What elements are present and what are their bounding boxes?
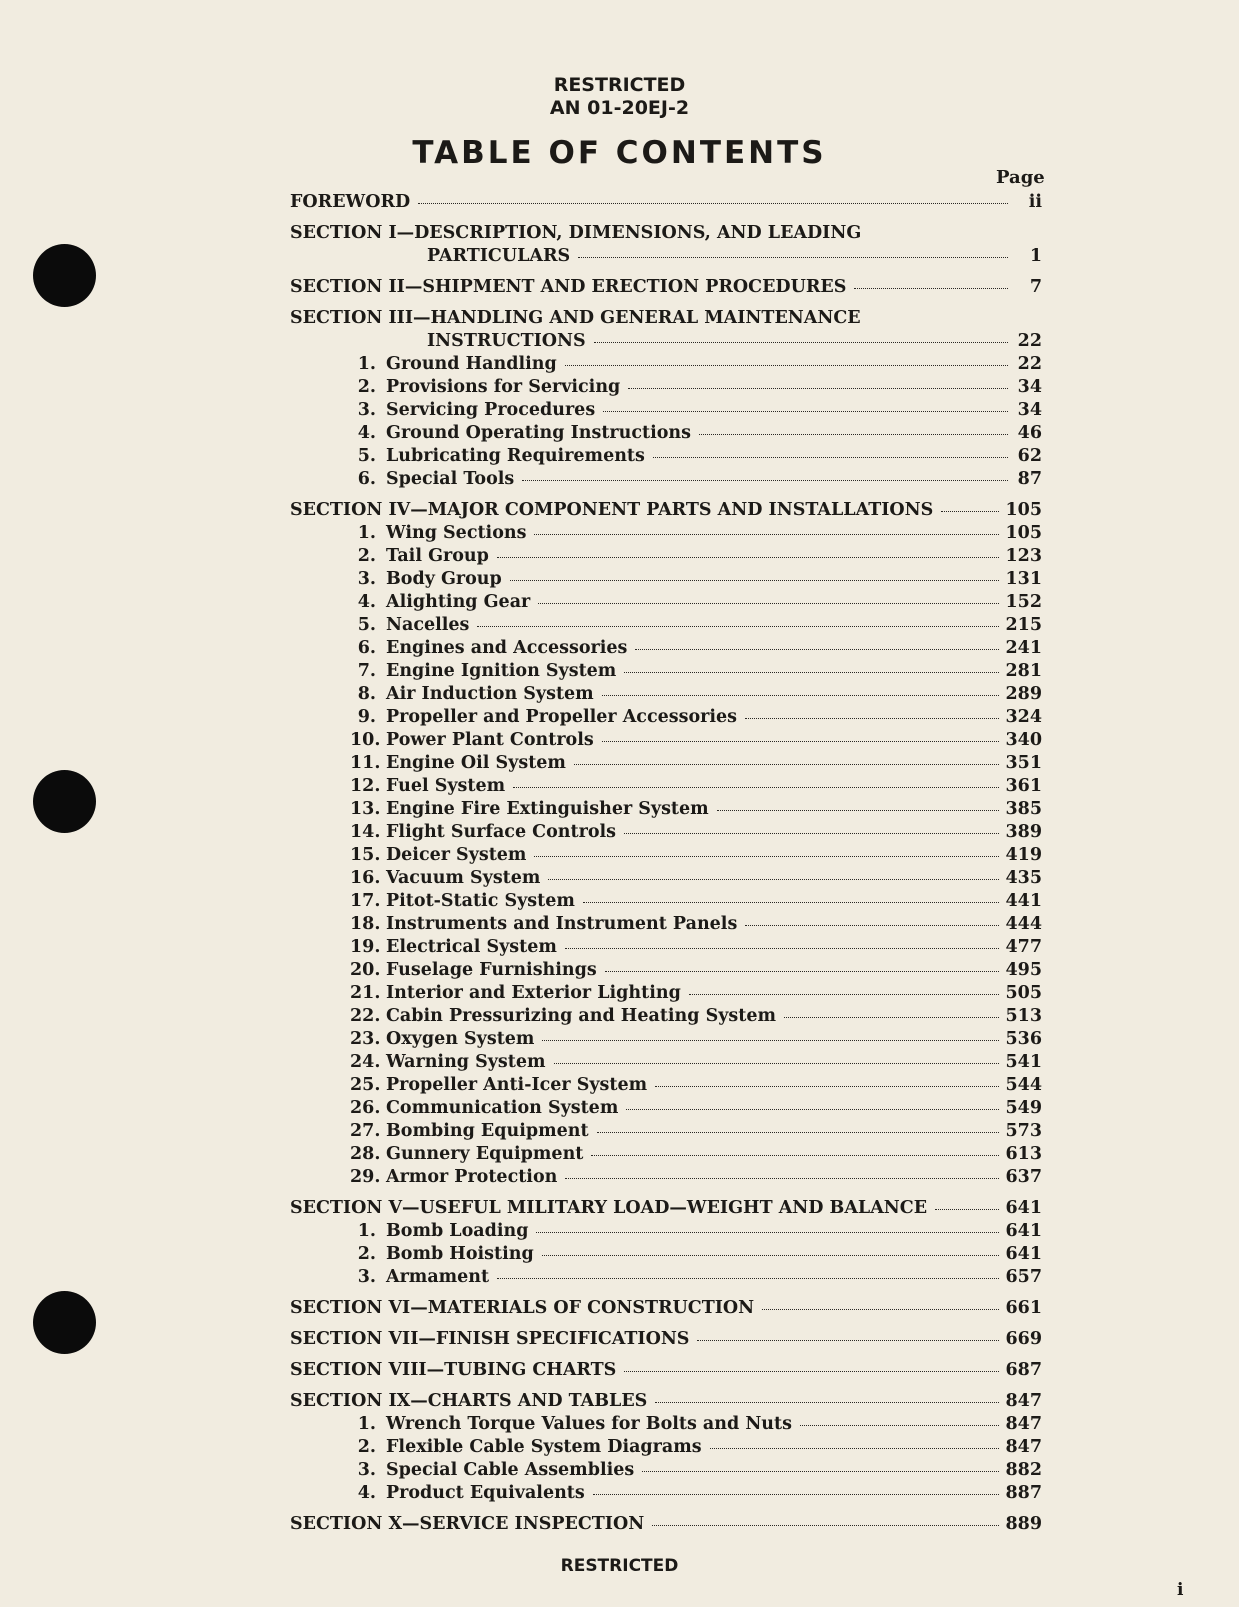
toc-page-number: 351 xyxy=(1005,753,1042,773)
toc-page-number: 505 xyxy=(1005,983,1042,1003)
toc-item-number: 3. xyxy=(357,1267,376,1287)
toc-page-number: 889 xyxy=(1005,1514,1042,1534)
toc-subentry-label: Engines and Accessories xyxy=(386,638,628,658)
toc-subentry-label: Air Induction System xyxy=(386,684,594,704)
dot-leader xyxy=(624,833,999,834)
toc-section-entry[interactable] xyxy=(290,1360,1042,1383)
toc-subentry-label: Deicer System xyxy=(386,845,527,865)
dot-leader xyxy=(603,411,1008,412)
toc-page-number: 536 xyxy=(1005,1029,1042,1049)
toc-subentry-label: Engine Fire Extinguisher System xyxy=(386,799,709,819)
toc-subentry[interactable] xyxy=(290,354,1042,377)
toc-section-entry[interactable] xyxy=(290,1514,1042,1537)
toc-subentry[interactable] xyxy=(290,1121,1042,1144)
dot-leader xyxy=(538,603,999,604)
toc-item-number: 1. xyxy=(357,354,376,374)
dot-leader xyxy=(565,365,1008,366)
toc-item-number: 20. xyxy=(350,960,381,980)
dot-leader xyxy=(605,971,1000,972)
dot-leader xyxy=(574,764,1000,765)
toc-subentry-label: Flight Surface Controls xyxy=(386,822,616,842)
toc-page-number: ii xyxy=(1028,192,1042,212)
toc-page-number: 389 xyxy=(1005,822,1042,842)
toc-item-number: 27. xyxy=(350,1121,381,1141)
toc-item-number: 10. xyxy=(350,730,381,750)
toc-subentry-label: Body Group xyxy=(386,569,502,589)
dot-leader xyxy=(624,672,999,673)
binder-hole-bottom xyxy=(33,1291,96,1354)
dot-leader xyxy=(624,1371,999,1372)
toc-subentry[interactable] xyxy=(290,1267,1042,1290)
dot-leader xyxy=(510,580,1000,581)
toc-section-heading xyxy=(290,308,1042,331)
toc-item-number: 28. xyxy=(350,1144,381,1164)
toc-subentry-label: Cabin Pressurizing and Heating System xyxy=(386,1006,776,1026)
toc-subentry-label: Propeller Anti-Icer System xyxy=(386,1075,648,1095)
toc-page-number: 1 xyxy=(1029,246,1042,266)
toc-section-entry[interactable] xyxy=(290,277,1042,300)
toc-subentry-label: Bomb Hoisting xyxy=(386,1244,534,1264)
toc-page-number: 340 xyxy=(1005,730,1042,750)
toc-page-number: 22 xyxy=(1017,354,1042,374)
toc-subentry[interactable] xyxy=(290,1244,1042,1267)
toc-subentry-label: Nacelles xyxy=(386,615,470,635)
toc-subentry[interactable] xyxy=(290,845,1042,868)
toc-page-number: 152 xyxy=(1005,592,1042,612)
toc-page-number: 641 xyxy=(1005,1244,1042,1264)
toc-section-label: SECTION III—HANDLING AND GENERAL MAINTENANCE xyxy=(290,308,861,328)
toc-subentry-label: Servicing Procedures xyxy=(386,400,596,420)
toc-subentry[interactable] xyxy=(290,1460,1042,1483)
toc-page-number: 435 xyxy=(1005,868,1042,888)
toc-page-number: 62 xyxy=(1017,446,1042,466)
toc-subentry[interactable] xyxy=(290,1029,1042,1052)
toc-page-number: 105 xyxy=(1005,523,1042,543)
toc-item-number: 16. xyxy=(350,868,381,888)
toc-page-number: 87 xyxy=(1017,469,1042,489)
toc-subentry-label: Product Equivalents xyxy=(386,1483,585,1503)
dot-leader xyxy=(583,902,1000,903)
dot-leader xyxy=(699,434,1008,435)
toc-subentry[interactable] xyxy=(290,1167,1042,1190)
toc-page-number: 495 xyxy=(1005,960,1042,980)
dot-leader xyxy=(534,856,999,857)
dot-leader xyxy=(935,1209,999,1210)
toc-subentry[interactable] xyxy=(290,891,1042,914)
dot-leader xyxy=(554,1063,1000,1064)
toc-item-number: 8. xyxy=(357,684,376,704)
toc-subentry[interactable] xyxy=(290,1483,1042,1506)
dot-leader xyxy=(689,994,1000,995)
toc-item-number: 2. xyxy=(357,546,376,566)
toc-section-label: SECTION II—SHIPMENT AND ERECTION PROCEDURES xyxy=(290,277,847,297)
toc-section-label: SECTION VIII—TUBING CHARTS xyxy=(290,1360,617,1380)
toc-section-label: SECTION V—USEFUL MILITARY LOAD—WEIGHT AND BALANCE xyxy=(290,1198,928,1218)
toc-page-number: 847 xyxy=(1005,1414,1042,1434)
toc-subentry[interactable] xyxy=(290,960,1042,983)
toc-subentry[interactable] xyxy=(290,469,1042,492)
toc-item-number: 6. xyxy=(357,469,376,489)
dot-leader xyxy=(602,695,1000,696)
toc-page-number: 34 xyxy=(1017,400,1042,420)
toc-subentry-label: Fuel System xyxy=(386,776,506,796)
toc-page-number: 105 xyxy=(1005,500,1042,520)
toc-subentry[interactable] xyxy=(290,523,1042,546)
dot-leader xyxy=(626,1109,999,1110)
toc-subentry-label: Oxygen System xyxy=(386,1029,535,1049)
dot-leader xyxy=(594,342,1008,343)
toc-subentry[interactable] xyxy=(290,446,1042,469)
toc-item-number: 21. xyxy=(350,983,381,1003)
dot-leader xyxy=(522,480,1008,481)
toc-subentry-label: Tail Group xyxy=(386,546,489,566)
toc-subentry-label: Bombing Equipment xyxy=(386,1121,589,1141)
toc-subentry[interactable] xyxy=(290,707,1042,730)
dot-leader xyxy=(542,1040,999,1041)
toc-page-number: 641 xyxy=(1005,1198,1042,1218)
toc-section-entry[interactable] xyxy=(290,192,1042,215)
toc-section-entry[interactable] xyxy=(290,1391,1042,1414)
toc-page-number: 22 xyxy=(1017,331,1042,351)
toc-page-number: 361 xyxy=(1005,776,1042,796)
toc-subentry-label: Armament xyxy=(386,1267,490,1287)
binder-hole-top xyxy=(33,244,96,307)
toc-section-label: SECTION VII—FINISH SPECIFICATIONS xyxy=(290,1329,690,1349)
toc-subentry[interactable] xyxy=(290,638,1042,661)
toc-section-label-continued: INSTRUCTIONS xyxy=(427,331,586,351)
toc-subentry-label: Flexible Cable System Diagrams xyxy=(386,1437,702,1457)
toc-item-number: 29. xyxy=(350,1167,381,1187)
page-column-label: Page xyxy=(996,167,1045,188)
dot-leader xyxy=(593,1494,1000,1495)
toc-page-number: 34 xyxy=(1017,377,1042,397)
header-doc-number: AN 01-20EJ-2 xyxy=(549,97,690,119)
toc-subentry[interactable] xyxy=(290,546,1042,569)
toc-page-number: 549 xyxy=(1005,1098,1042,1118)
toc-item-number: 4. xyxy=(357,592,376,612)
toc-page-number: 385 xyxy=(1005,799,1042,819)
dot-leader xyxy=(536,1232,999,1233)
toc-subentry[interactable] xyxy=(290,799,1042,822)
toc-subentry-label: Vacuum System xyxy=(386,868,541,888)
toc-subentry[interactable] xyxy=(290,914,1042,937)
toc-page-number: 544 xyxy=(1005,1075,1042,1095)
toc-item-number: 12. xyxy=(350,776,381,796)
toc-item-number: 9. xyxy=(357,707,376,727)
toc-subentry[interactable] xyxy=(290,661,1042,684)
toc-subentry-label: Bomb Loading xyxy=(386,1221,529,1241)
toc-subentry[interactable] xyxy=(290,684,1042,707)
toc-item-number: 3. xyxy=(357,1460,376,1480)
page-title: TABLE OF CONTENTS xyxy=(412,135,827,171)
dot-leader xyxy=(762,1309,999,1310)
dot-leader xyxy=(941,511,999,512)
dot-leader xyxy=(597,1132,1000,1133)
toc-item-number: 26. xyxy=(350,1098,381,1118)
toc-subentry[interactable] xyxy=(290,400,1042,423)
toc-item-number: 3. xyxy=(357,400,376,420)
dot-leader xyxy=(653,457,1008,458)
toc-page-number: 281 xyxy=(1005,661,1042,681)
footer-classification: RESTRICTED xyxy=(560,1556,679,1576)
toc-subentry[interactable] xyxy=(290,615,1042,638)
toc-item-number: 5. xyxy=(357,446,376,466)
toc-subentry[interactable] xyxy=(290,569,1042,592)
page-number: i xyxy=(1177,1580,1184,1600)
toc-subentry-label: Ground Operating Instructions xyxy=(386,423,691,443)
toc-section-entry[interactable] xyxy=(290,246,1042,269)
dot-leader xyxy=(497,557,1000,558)
dot-leader xyxy=(655,1086,999,1087)
toc-page-number: 441 xyxy=(1005,891,1042,911)
toc-page-number: 241 xyxy=(1005,638,1042,658)
toc-subentry-label: Fuselage Furnishings xyxy=(386,960,597,980)
toc-section-label: SECTION IX—CHARTS AND TABLES xyxy=(290,1391,648,1411)
toc-item-number: 2. xyxy=(357,1437,376,1457)
toc-subentry-label: Special Cable Assemblies xyxy=(386,1460,635,1480)
toc-subentry[interactable] xyxy=(290,377,1042,400)
binder-hole-middle xyxy=(33,770,96,833)
toc-item-number: 6. xyxy=(357,638,376,658)
toc-subentry[interactable] xyxy=(290,1437,1042,1460)
toc-subentry[interactable] xyxy=(290,868,1042,891)
toc-item-number: 14. xyxy=(350,822,381,842)
toc-subentry-label: Ground Handling xyxy=(386,354,557,374)
toc-subentry[interactable] xyxy=(290,1144,1042,1167)
toc-page-number: 887 xyxy=(1005,1483,1042,1503)
dot-leader xyxy=(565,1178,999,1179)
toc-subentry-label: Provisions for Servicing xyxy=(386,377,621,397)
toc-subentry-label: Engine Ignition System xyxy=(386,661,617,681)
toc-list xyxy=(290,192,1042,1537)
toc-section-label: SECTION X—SERVICE INSPECTION xyxy=(290,1514,645,1534)
toc-subentry[interactable] xyxy=(290,730,1042,753)
dot-leader xyxy=(655,1402,999,1403)
dot-leader xyxy=(697,1340,999,1341)
toc-section-heading xyxy=(290,223,1042,246)
toc-page-number: 661 xyxy=(1005,1298,1042,1318)
toc-subentry[interactable] xyxy=(290,1006,1042,1029)
toc-page-number: 131 xyxy=(1005,569,1042,589)
dot-leader xyxy=(591,1155,999,1156)
toc-page-number: 513 xyxy=(1005,1006,1042,1026)
toc-subentry-label: Engine Oil System xyxy=(386,753,566,773)
dot-leader xyxy=(565,948,1000,949)
toc-subentry[interactable] xyxy=(290,1414,1042,1437)
dot-leader xyxy=(578,257,1008,258)
toc-section-entry[interactable] xyxy=(290,500,1042,523)
toc-subentry-label: Wing Sections xyxy=(386,523,527,543)
toc-item-number: 23. xyxy=(350,1029,381,1049)
toc-page-number: 477 xyxy=(1005,937,1042,957)
toc-section-label: SECTION VI—MATERIALS OF CONSTRUCTION xyxy=(290,1298,755,1318)
toc-page-number: 641 xyxy=(1005,1221,1042,1241)
toc-subentry[interactable] xyxy=(290,1098,1042,1121)
toc-section-label: FOREWORD xyxy=(290,192,411,212)
toc-section-label: SECTION I—DESCRIPTION, DIMENSIONS, AND LEADING xyxy=(290,223,862,243)
toc-item-number: 25. xyxy=(350,1075,381,1095)
toc-subentry[interactable] xyxy=(290,776,1042,799)
dot-leader xyxy=(418,203,1008,204)
toc-item-number: 15. xyxy=(350,845,381,865)
toc-subentry[interactable] xyxy=(290,753,1042,776)
toc-section-label-continued: PARTICULARS xyxy=(427,246,571,266)
toc-item-number: 24. xyxy=(350,1052,381,1072)
toc-subentry-label: Wrench Torque Values for Bolts and Nuts xyxy=(386,1414,792,1434)
toc-page-number: 46 xyxy=(1017,423,1042,443)
toc-page-number: 289 xyxy=(1005,684,1042,704)
header-classification: RESTRICTED xyxy=(553,74,686,96)
toc-section-entry[interactable] xyxy=(290,1298,1042,1321)
toc-subentry[interactable] xyxy=(290,983,1042,1006)
toc-item-number: 4. xyxy=(357,1483,376,1503)
dot-leader xyxy=(710,1448,1000,1449)
toc-item-number: 22. xyxy=(350,1006,381,1026)
toc-subentry-label: Special Tools xyxy=(386,469,515,489)
toc-section-entry[interactable] xyxy=(290,1329,1042,1352)
dot-leader xyxy=(642,1471,999,1472)
toc-page-number: 419 xyxy=(1005,845,1042,865)
toc-page-number: 637 xyxy=(1005,1167,1042,1187)
toc-item-number: 3. xyxy=(357,569,376,589)
toc-subentry[interactable] xyxy=(290,592,1042,615)
toc-item-number: 13. xyxy=(350,799,381,819)
toc-subentry-label: Armor Protection xyxy=(386,1167,558,1187)
toc-page-number: 541 xyxy=(1005,1052,1042,1072)
dot-leader xyxy=(477,626,999,627)
toc-subentry[interactable] xyxy=(290,937,1042,960)
dot-leader xyxy=(628,388,1008,389)
toc-page-number: 215 xyxy=(1005,615,1042,635)
toc-page-number: 669 xyxy=(1005,1329,1042,1349)
toc-page-number: 123 xyxy=(1005,546,1042,566)
dot-leader xyxy=(784,1017,999,1018)
toc-page-number: 657 xyxy=(1005,1267,1042,1287)
toc-page-number: 573 xyxy=(1005,1121,1042,1141)
toc-subentry-label: Power Plant Controls xyxy=(386,730,594,750)
toc-subentry-label: Gunnery Equipment xyxy=(386,1144,584,1164)
toc-subentry[interactable] xyxy=(290,1221,1042,1244)
toc-subentry-label: Lubricating Requirements xyxy=(386,446,645,466)
dot-leader xyxy=(513,787,999,788)
dot-leader xyxy=(534,534,999,535)
dot-leader xyxy=(548,879,999,880)
dot-leader xyxy=(854,288,1008,289)
toc-item-number: 7. xyxy=(357,661,376,681)
toc-page-number: 847 xyxy=(1005,1437,1042,1457)
toc-item-number: 2. xyxy=(357,377,376,397)
toc-item-number: 18. xyxy=(350,914,381,934)
toc-section-label: SECTION IV—MAJOR COMPONENT PARTS AND INSTALLATIONS xyxy=(290,500,934,520)
toc-subentry-label: Interior and Exterior Lighting xyxy=(386,983,681,1003)
dot-leader xyxy=(745,718,999,719)
dot-leader xyxy=(652,1525,999,1526)
toc-item-number: 5. xyxy=(357,615,376,635)
toc-subentry-label: Propeller and Propeller Accessories xyxy=(386,707,737,727)
toc-subentry[interactable] xyxy=(290,1075,1042,1098)
toc-page-number: 687 xyxy=(1005,1360,1042,1380)
toc-item-number: 1. xyxy=(357,1221,376,1241)
toc-item-number: 1. xyxy=(357,1414,376,1434)
toc-item-number: 1. xyxy=(357,523,376,543)
toc-subentry[interactable] xyxy=(290,423,1042,446)
toc-subentry-label: Instruments and Instrument Panels xyxy=(386,914,738,934)
toc-item-number: 11. xyxy=(350,753,381,773)
dot-leader xyxy=(542,1255,1000,1256)
toc-page-number: 444 xyxy=(1005,914,1042,934)
dot-leader xyxy=(497,1278,999,1279)
toc-item-number: 17. xyxy=(350,891,381,911)
toc-page-number: 7 xyxy=(1029,277,1042,297)
dot-leader xyxy=(635,649,999,650)
toc-section-entry[interactable] xyxy=(290,1198,1042,1221)
toc-subentry-label: Communication System xyxy=(386,1098,619,1118)
toc-subentry-label: Alighting Gear xyxy=(386,592,531,612)
dot-leader xyxy=(602,741,1000,742)
toc-item-number: 19. xyxy=(350,937,381,957)
toc-page-number: 613 xyxy=(1005,1144,1042,1164)
toc-page-number: 324 xyxy=(1005,707,1042,727)
dot-leader xyxy=(717,810,1000,811)
toc-item-number: 2. xyxy=(357,1244,376,1264)
toc-subentry-label: Warning System xyxy=(386,1052,546,1072)
toc-item-number: 4. xyxy=(357,423,376,443)
toc-section-entry[interactable] xyxy=(290,331,1042,354)
toc-subentry-label: Electrical System xyxy=(386,937,557,957)
toc-page-number: 847 xyxy=(1005,1391,1042,1411)
dot-leader xyxy=(745,925,999,926)
toc-subentry[interactable] xyxy=(290,1052,1042,1075)
dot-leader xyxy=(800,1425,999,1426)
toc-page-number: 882 xyxy=(1005,1460,1042,1480)
toc-subentry[interactable] xyxy=(290,822,1042,845)
toc-subentry-label: Pitot-Static System xyxy=(386,891,575,911)
